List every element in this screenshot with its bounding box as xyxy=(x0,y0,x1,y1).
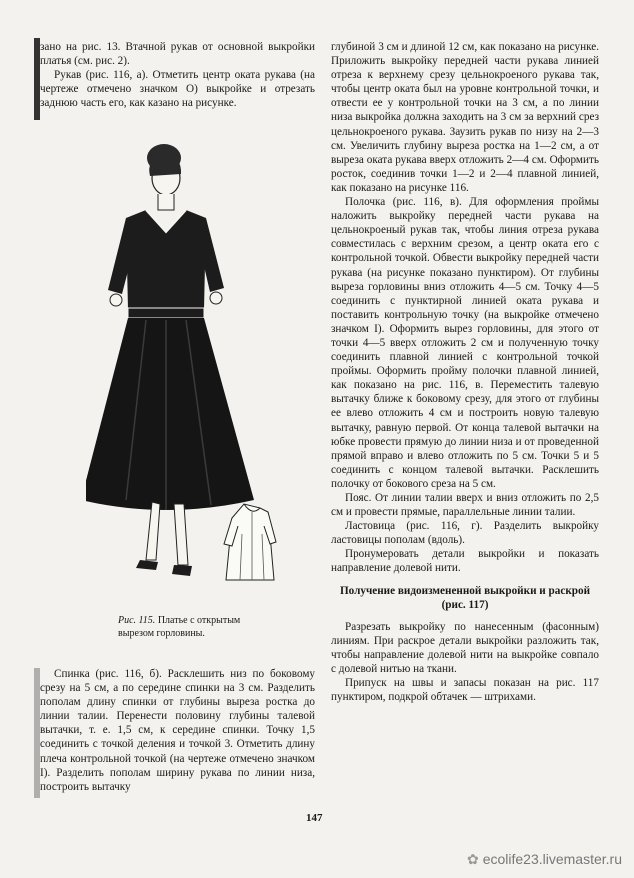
paragraph: Рукав (рис. 116, а). Отметить центр оката рукава (на чертеже отмечено значком О) выкройке и отрезать заднюю часть его, как казано на рисунке. xyxy=(40,69,315,110)
section-heading: Получение видоизмененной выкройки и раскрой (рис. 117) xyxy=(339,584,591,611)
page-number: 147 xyxy=(306,812,323,824)
caption-text: Платье с открытым вырезом горловины. xyxy=(118,615,241,639)
watermark-text: ecolife23.livemaster.ru xyxy=(482,851,622,867)
figure-caption xyxy=(118,614,278,640)
paragraph: Полочка (рис. 116, в). Для оформления проймы наложить выкройку передней части рукава на цельнокроеный рукав так, чтобы линия отреза рукава совместилась с верхним срезом, а центр оката его с контрольной точкой. Обвести выкройку передней части рукава (на рисунке показано пунктиром). От глубины выреза горловины вниз отложить 4—5 см. Точку 4—5 соединить с пунктирной линией оката рукава и поставить контрольную точку (на выкройке отмечено значком I). Оформить вырез горловины, для этого от точки 4—5 вверх отложить 2 см и полученную точку соединить плавной линией с контрольной точкой проймы. Оформить пройму полочки плавной линией, как показано на рис. 116, в. Переместить талевую вытачку ближе к боковому срезу, для этого от глубины ее влево отложить 4 см и построить новую талевую вытачку, равную первой. От конца талевой вытачки на юбке провести прямую до линии низа и от проведенной прямой вправо и влево отложить по 5 см. Точки 5 и 5 соединить с концом талевой вытачки. Расклешить полочку от бокового среза на 5 см. xyxy=(331,196,599,490)
right-column xyxy=(331,40,599,704)
paragraph: Припуск на швы и запасы показан на рис. 117 пунктиром, подкрой обтачек — штрихами. xyxy=(331,677,599,704)
paragraph: Пояс. От линии талии вверх и вниз отложить по 2,5 см и провести прямые, параллельные линии талии. xyxy=(331,492,599,519)
dress-illustration xyxy=(86,140,286,590)
left-column-bottom xyxy=(40,667,315,794)
paragraph: зано на рис. 13. Втачной рукав от основной выкройки платья (см. рис. 2). xyxy=(40,41,315,68)
paragraph: Спинка (рис. 116, б). Расклешить низ по боковому срезу на 5 см, а по середине спинки на 3 см. Разделить пополам длину спинки от глубины выреза ростка до линии талии. Перенести половину глубины талевой вытачки, т. е. 1,5 см, к середине спинки. Точку 1,5 соединить с точкой деления и точкой 3. Отметить длину плеча контрольной точкой (на чертеже отмечено значком I). Разделить пополам ширину рукава по линии низа, построить вытачку xyxy=(40,668,315,793)
watermark xyxy=(467,851,622,868)
left-column-top xyxy=(40,40,315,110)
paragraph: Ластовица (рис. 116, г). Разделить выкройку ластовицы пополам (вдоль). xyxy=(331,520,599,547)
paragraph: Разрезать выкройку по нанесенным (фасонным) линиям. При раскрое детали выкройки разложить так, чтобы направление долевой нити на выкройке совпало с долевой нитью на ткани. xyxy=(331,620,599,676)
paragraph: глубиной 3 см и длиной 12 см, как показано на рисунке. Приложить выкройку передней части рукава линией отреза к верхнему срезу цельнокроеного рукава так, чтобы центр оката был на уровне контрольной точки, и отвести ее у контрольной точки на 3 см, а по линии низа выкройка должна заходить на 3 см за верхний срез цельнокроеного рукава. Заузить рукав по низу на 2—3 см. Увеличить глубину выреза ростка на 1—2 см, а от выреза оката рукава вверх отложить 2—4 см. Оформить росток, соединив точки 1—2 и 2—4 плавной линией, как показано на рисунке 116. xyxy=(331,41,599,194)
dress-figure-drawing xyxy=(86,140,286,590)
paragraph: Пронумеровать детали выкройки и показать направление долевой нити. xyxy=(331,548,599,575)
caption-label: Рис. 115. xyxy=(118,615,156,626)
flower-icon: ✿ xyxy=(466,851,479,867)
